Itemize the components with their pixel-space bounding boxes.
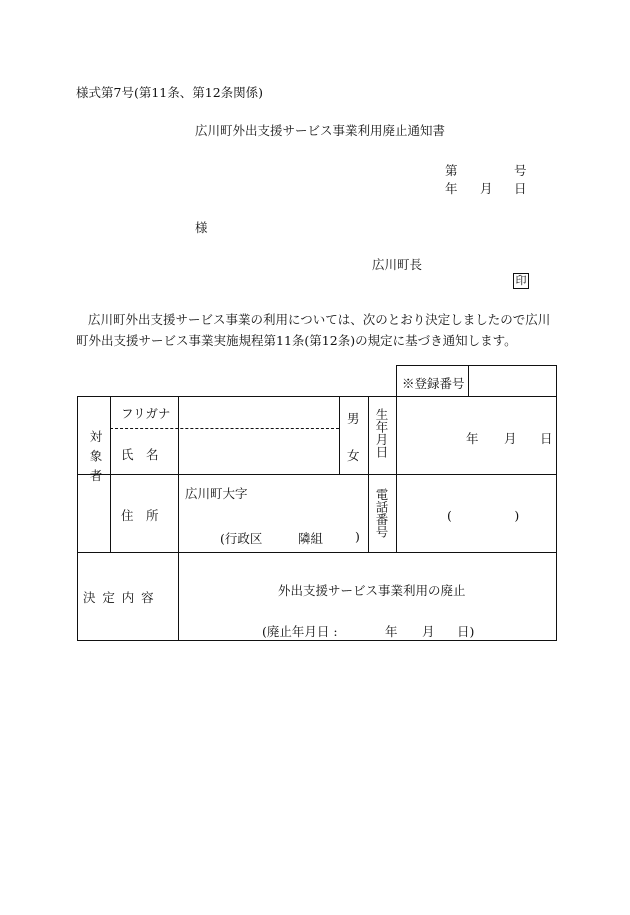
- subject-label-divider: [110, 396, 111, 552]
- furigana-divider: [110, 428, 339, 429]
- name-label: 氏 名: [121, 447, 159, 462]
- issuer-name: 広川町長: [372, 257, 423, 272]
- abolish-year: 年: [385, 624, 398, 639]
- decision-text: 外出支援サービス事業利用の廃止: [278, 583, 466, 598]
- birth-date-label: 生年月日: [374, 408, 389, 458]
- abolish-date-label: (廃止年月日 :: [262, 624, 338, 639]
- furigana-label: フリガナ: [121, 406, 171, 421]
- birth-year: 年: [466, 431, 479, 446]
- district-mid: 隣組: [298, 531, 324, 546]
- row-divider-decision: [77, 552, 557, 553]
- birth-day: 日: [540, 431, 553, 446]
- district-close: ): [355, 529, 360, 544]
- sex-female: 女: [347, 448, 360, 463]
- document-title: 広川町外出支援サービス事業利用廃止通知書: [195, 123, 446, 138]
- district-open: (行政区: [220, 531, 263, 546]
- decision-label: 決定内容: [83, 590, 161, 605]
- address-label: 住 所: [121, 508, 159, 523]
- body-paragraph: 広川町外出支援サービス事業の利用については、次のとおり決定しましたので広川町外出支援サービス事業実施規程第11条(第12条)の規定に基づき通知します。: [76, 312, 551, 348]
- phone-label: 電話番号: [374, 488, 389, 538]
- abolish-day: 日): [457, 624, 475, 639]
- doc-number-prefix: 第: [445, 163, 458, 178]
- abolish-month: 月: [422, 624, 435, 639]
- label-column-divider: [178, 396, 179, 641]
- row-divider-subject-address: [77, 474, 557, 475]
- birth-label-divider: [396, 396, 397, 552]
- subject-label: 対象者: [88, 430, 103, 489]
- registration-label: ※登録番号: [402, 376, 465, 391]
- addressee-suffix: 様: [195, 220, 208, 235]
- birth-month: 月: [504, 431, 517, 446]
- seal-mark: 印: [513, 273, 529, 289]
- date-year: 年: [445, 181, 458, 196]
- address-prefix: 広川町大字: [185, 486, 248, 501]
- phone-value: ( ): [447, 508, 520, 523]
- doc-number-suffix: 号: [514, 163, 527, 178]
- registration-divider: [468, 365, 469, 397]
- form-number: 様式第7号(第11条、第12条関係): [76, 85, 264, 100]
- date-day: 日: [514, 181, 527, 196]
- name-sex-divider: [339, 396, 340, 474]
- date-month: 月: [480, 181, 493, 196]
- sex-birth-divider: [368, 396, 369, 552]
- sex-male: 男: [347, 411, 360, 426]
